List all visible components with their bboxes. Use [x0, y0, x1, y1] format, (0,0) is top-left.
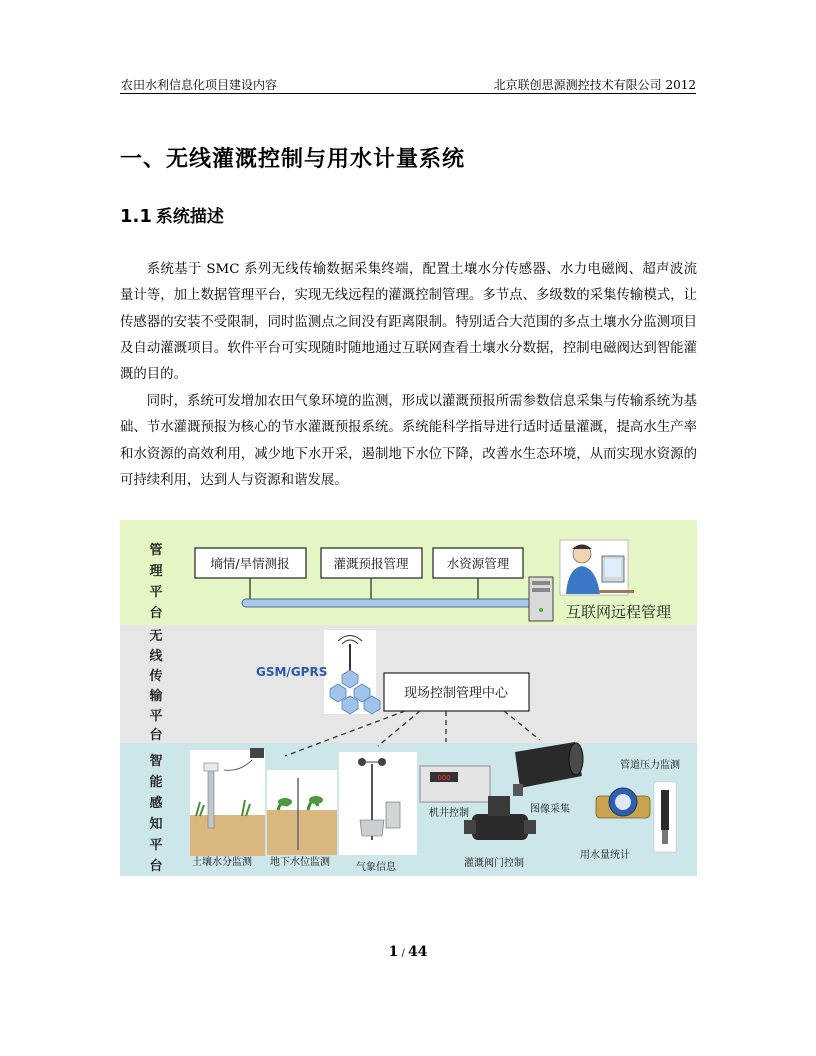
layer-label-mgmt-1: 管	[149, 543, 163, 558]
heading-1: 一、无线灌溉控制与用水计量系统	[120, 147, 466, 172]
page-current: 1	[388, 944, 399, 960]
device-label-valve: 灌溉阀门控制	[464, 858, 524, 869]
module-label-3: 水资源管理	[446, 556, 510, 571]
paragraph-2: 同时，系统可发增加农田气象环境的监测，形成以灌溉预报所需参数信息采集与传输系统为基础、节水灌溉预报为核心的节水灌溉预报系统。系统能科学指导进行适时适量灌溉，提高水生产率和水资源的高效利用，减少地下水开采，遏制地下水位下降，改善水生态环境，从而实现水资源的可持续利用，达到人与资源和谐发展。	[120, 394, 697, 488]
heading-2-text: 系统描述	[155, 207, 224, 227]
paragraph-1: 系统基于 SMC 系列无线传输数据采集终端，配置土壤水分传感器、水力电磁阀、超声波流量计等，加上数据管理平台，实现无线远程的灌溉控制管理。多节点、多级数的采集传输模式，让传感器的安装不受限制，同时监测点之间没有距离限制。特别适合大范围的多点土壤水分监测项目及自动灌溉项目。软件平台可实现随时随地通过互联网查看土壤水分数据，控制电磁阀达到智能灌溉的目的。	[120, 262, 697, 383]
remote-label: 互联网远程管理	[566, 603, 672, 621]
header-right: 北京联创思源测控技术有限公司 2012	[493, 78, 696, 92]
system-architecture-diagram	[120, 520, 697, 876]
heading-2	[120, 202, 224, 227]
gsm-label: GSM/GPRS	[256, 665, 328, 679]
layer-label-sense-2: 能	[149, 775, 163, 790]
device-label-pressure: 管道压力监测	[620, 760, 680, 771]
header-left: 农田水利信息化项目建设内容	[121, 78, 278, 92]
layer-label-wl-1: 无	[149, 629, 163, 644]
device-label-image: 图像采集	[530, 804, 570, 815]
layer-label-sense-3: 感	[149, 796, 163, 811]
svg-text:000: 000	[437, 774, 451, 782]
page-separator: /	[398, 948, 408, 959]
layer-label-sense-5: 平	[149, 838, 163, 853]
antenna-tower-icon	[324, 630, 380, 714]
module-label-2: 灌溉预报管理	[333, 556, 409, 571]
device-label-soil: 土壤水分监测	[192, 857, 252, 868]
well-controller-illustration	[420, 766, 490, 802]
layer-label-wl-2: 线	[149, 649, 163, 664]
layer-label-mgmt-4: 台	[149, 606, 163, 621]
module-label-1: 墒情/旱情测报	[210, 556, 290, 571]
layer-label-wl-5: 平	[149, 709, 163, 724]
server-icon	[529, 577, 553, 621]
weather-station-illustration	[339, 752, 417, 855]
device-label-well: 机井控制	[429, 808, 469, 819]
header-divider	[120, 93, 696, 94]
heading-2-number: 1.1	[120, 206, 152, 227]
network-bus	[242, 599, 534, 607]
layer-label-wl-3: 传	[149, 669, 163, 684]
control-center-label: 现场控制管理中心	[403, 686, 509, 701]
layer-label-mgmt-2: 理	[149, 564, 163, 579]
layer-label-sense-6: 台	[149, 859, 163, 874]
pressure-sensor-illustration	[654, 782, 676, 852]
remote-operator-illustration	[560, 540, 634, 595]
groundwater-illustration	[267, 770, 337, 855]
layer-label-sense-4: 知	[149, 817, 163, 832]
device-label-groundwater: 地下水位监测	[270, 857, 330, 868]
layer-label-sense-1: 智	[149, 754, 163, 769]
device-label-meter: 用水量统计	[580, 850, 630, 861]
page-number	[0, 944, 816, 960]
layer-label-wl-6: 台	[149, 728, 163, 743]
layer-label-mgmt-3: 平	[149, 585, 163, 600]
layer-label-wl-4: 输	[149, 689, 163, 704]
device-label-weather: 气象信息	[356, 862, 396, 873]
page-total: 44	[408, 944, 428, 960]
soil-moisture-illustration	[190, 748, 265, 856]
